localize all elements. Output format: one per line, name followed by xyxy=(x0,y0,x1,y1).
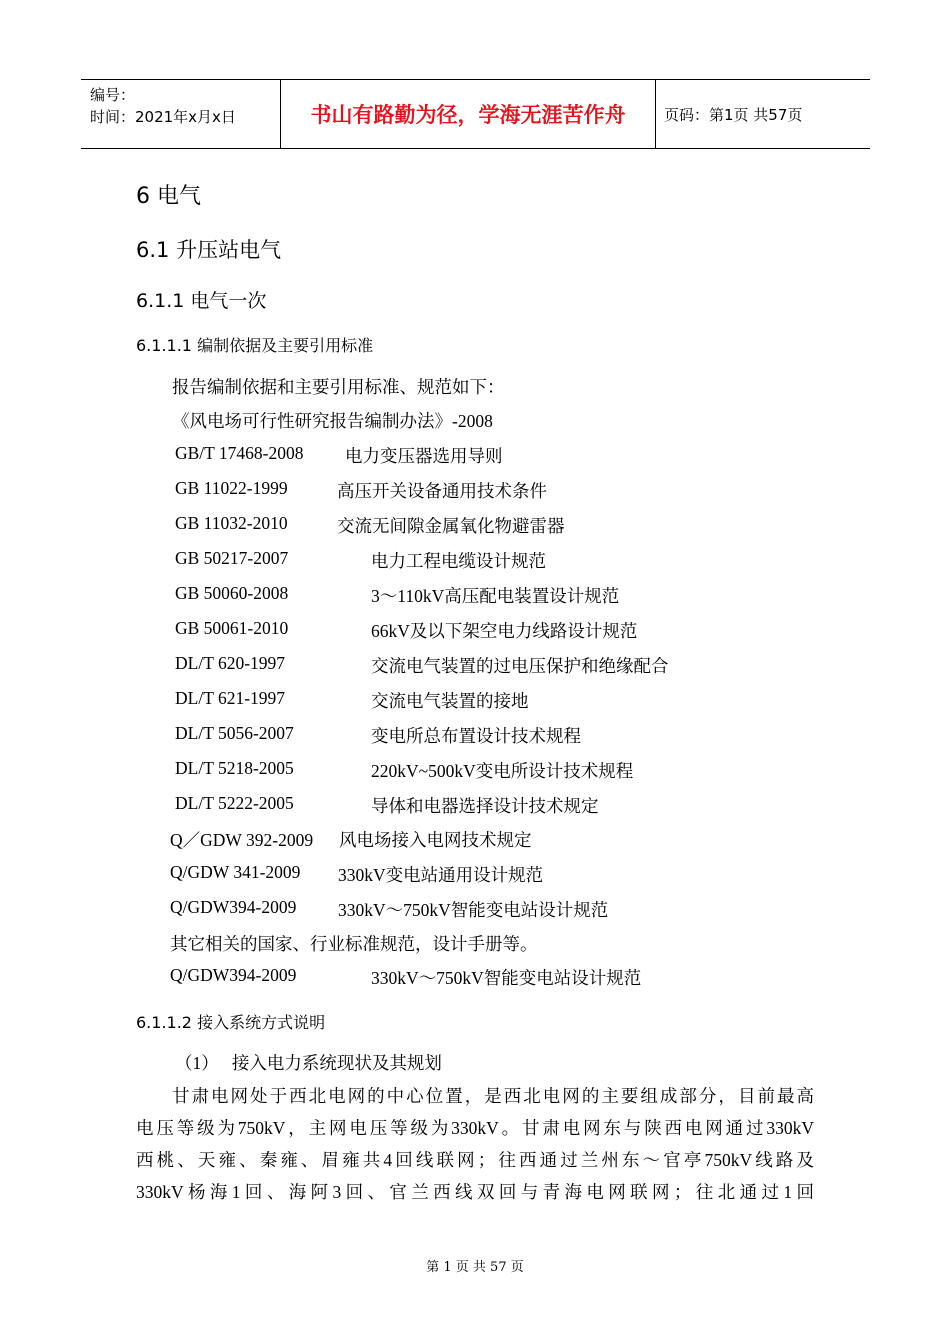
standard-title: 交流电气装置的过电压保护和绝缘配合 xyxy=(371,656,669,676)
standard-code: GB/T 17468-2008 xyxy=(175,443,304,463)
standard-code: GB 11032-2010 xyxy=(175,513,288,533)
standard-code: DL/T 5222-2005 xyxy=(175,793,294,813)
header-page-info: 页码：第1页 共57页 xyxy=(664,105,803,124)
standard-title: 导体和电器选择设计技术规定 xyxy=(371,796,599,816)
heading-section: 6.1 升压站电气 xyxy=(136,238,282,262)
standard-code: DL/T 5218-2005 xyxy=(175,758,294,778)
standard-code: Q/GDW394-2009 xyxy=(170,897,297,917)
method-text: 《风电场可行性研究报告编制办法》-2008 xyxy=(172,411,493,431)
standard-code: GB 50060-2008 xyxy=(175,583,289,603)
paragraph-line: 西桃、天雍、秦雍、眉雍共4回线联网；往西通过兰州东～官亭750kV线路及 xyxy=(136,1150,814,1170)
sub-item-heading: （1） 接入电力系统现状及其规划 xyxy=(175,1053,442,1073)
standard-title: 风电场接入电网技术规定 xyxy=(339,830,532,850)
standard-code: GB 11022-1999 xyxy=(175,478,288,498)
header-motto: 书山有路勤为径，学海无涯苦作舟 xyxy=(281,80,656,148)
standard-code: Q／GDW 392-2009 xyxy=(170,830,314,850)
standard-title: 330kV～750kV智能变电站设计规范 xyxy=(338,900,609,920)
standard-title: 330kV变电站通用设计规范 xyxy=(338,865,544,885)
standard-title: 变电所总布置设计技术规程 xyxy=(371,726,581,746)
standard-code: GB 50217-2007 xyxy=(175,548,289,568)
document-time-label: 时间：2021年x月x日 xyxy=(90,108,236,126)
heading-basis: 6.1.1.1 编制依据及主要引用标准 xyxy=(136,336,374,355)
standard-code: DL/T 620-1997 xyxy=(175,653,286,673)
document-number-label: 编号： xyxy=(90,86,136,104)
standard-code: GB 50061-2010 xyxy=(175,618,289,638)
standard-title: 高压开关设备通用技术条件 xyxy=(337,481,547,501)
intro-text: 报告编制依据和主要引用标准、规范如下： xyxy=(172,377,505,397)
last-standard-title: 330kV～750kV智能变电站设计规范 xyxy=(371,968,642,988)
last-standard-code: Q/GDW394-2009 xyxy=(170,965,297,985)
standard-code: Q/GDW 341-2009 xyxy=(170,862,301,882)
paragraph-line: 甘肃电网处于西北电网的中心位置，是西北电网的主要组成部分，目前最高 xyxy=(172,1086,814,1106)
heading-chapter: 6 电气 xyxy=(136,184,201,209)
paragraph-line: 电压等级为750kV，主网电压等级为330kV。甘肃电网东与陕西电网通过330kV xyxy=(136,1118,814,1138)
standard-title: 交流电气装置的接地 xyxy=(371,691,529,711)
heading-connection: 6.1.1.2 接入系统方式说明 xyxy=(136,1013,326,1032)
standard-code: DL/T 621-1997 xyxy=(175,688,286,708)
standard-code: DL/T 5056-2007 xyxy=(175,723,294,743)
header-left-cell xyxy=(81,80,281,148)
page-header-table xyxy=(81,79,870,149)
standard-title: 3～110kV高压配电装置设计规范 xyxy=(371,586,620,606)
standard-title: 66kV及以下架空电力线路设计规范 xyxy=(371,621,638,641)
standard-title: 电力变压器选用导则 xyxy=(345,446,503,466)
heading-subsection: 6.1.1 电气一次 xyxy=(136,290,267,312)
standard-title: 220kV~500kV变电所设计技术规程 xyxy=(371,761,634,781)
page-footer: 第 1 页 共 57 页 xyxy=(426,1260,524,1275)
paragraph-line: 330kV杨海1回、海阿3回、官兰西线双回与青海电网联网；往北通过1回 xyxy=(136,1182,814,1202)
standard-title: 交流无间隙金属氧化物避雷器 xyxy=(337,516,565,536)
other-standards-note: 其它相关的国家、行业标准规范，设计手册等。 xyxy=(170,934,538,954)
standard-title: 电力工程电缆设计规范 xyxy=(371,551,546,571)
